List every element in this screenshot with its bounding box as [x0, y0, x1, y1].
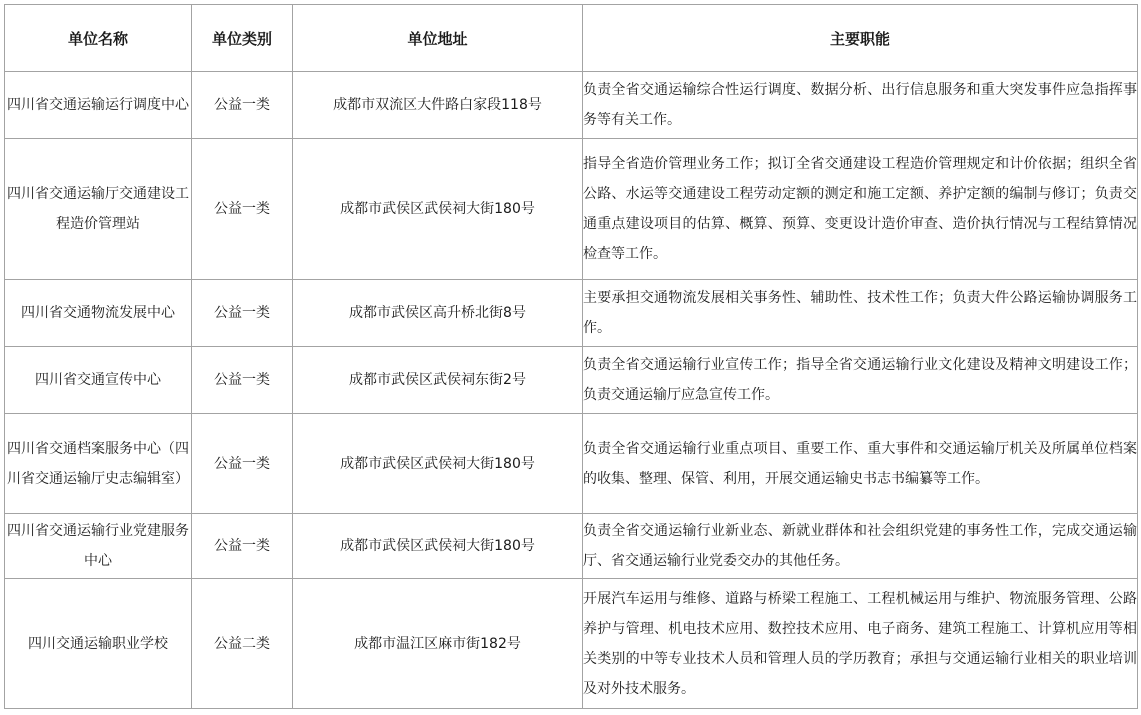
- unit-category: 公益一类: [192, 347, 293, 414]
- table-row: [5, 579, 1138, 709]
- unit-category: 公益一类: [192, 280, 293, 347]
- unit-name: 四川省交通物流发展中心: [5, 280, 192, 347]
- unit-address: 成都市武侯区武侯祠大街180号: [293, 139, 583, 280]
- unit-duties: 负责全省交通运输行业重点项目、重要工作、重大事件和交通运输厅机关及所属单位档案的收集、整理、保管、利用，开展交通运输史书志书编纂等工作。: [583, 414, 1138, 514]
- unit-address: 成都市武侯区武侯祠大街180号: [293, 414, 583, 514]
- unit-name: 四川省交通运输厅交通建设工程造价管理站: [5, 139, 192, 280]
- unit-category: 公益一类: [192, 414, 293, 514]
- unit-name: 四川省交通宣传中心: [5, 347, 192, 414]
- unit-duties: 负责全省交通运输行业新业态、新就业群体和社会组织党建的事务性工作，完成交通运输厅、省交通运输行业党委交办的其他任务。: [583, 514, 1138, 579]
- header-name: 单位名称: [5, 5, 192, 72]
- unit-duties: 负责全省交通运输行业宣传工作；指导全省交通运输行业文化建设及精神文明建设工作；负责交通运输厅应急宣传工作。: [583, 347, 1138, 414]
- unit-name: 四川省交通运输运行调度中心: [5, 72, 192, 139]
- header-address: 单位地址: [293, 5, 583, 72]
- table-row: [5, 280, 1138, 347]
- unit-address: 成都市武侯区武侯祠东街2号: [293, 347, 583, 414]
- table-row: [5, 72, 1138, 139]
- unit-category: 公益二类: [192, 579, 293, 709]
- unit-name: 四川交通运输职业学校: [5, 579, 192, 709]
- table-row: [5, 139, 1138, 280]
- table-row: [5, 347, 1138, 414]
- units-table: [4, 4, 1138, 709]
- unit-address: 成都市武侯区武侯祠大街180号: [293, 514, 583, 579]
- unit-category: 公益一类: [192, 72, 293, 139]
- unit-duties: 指导全省造价管理业务工作；拟订全省交通建设工程造价管理规定和计价依据；组织全省公路、水运等交通建设工程劳动定额的测定和施工定额、养护定额的编制与修订；负责交通重点建设项目的估算、概算、预算、变更设计造价审查、造价执行情况与工程结算情况检查等工作。: [583, 139, 1138, 280]
- unit-name: 四川省交通档案服务中心（四川省交通运输厅史志编辑室）: [5, 414, 192, 514]
- unit-category: 公益一类: [192, 514, 293, 579]
- unit-duties: 开展汽车运用与维修、道路与桥梁工程施工、工程机械运用与维护、物流服务管理、公路养护与管理、机电技术应用、数控技术应用、电子商务、建筑工程施工、计算机应用等相关类别的中等专业技术人员和管理人员的学历教育；承担与交通运输行业相关的职业培训及对外技术服务。: [583, 579, 1138, 709]
- table-row: [5, 414, 1138, 514]
- unit-address: 成都市武侯区高升桥北街8号: [293, 280, 583, 347]
- unit-address: 成都市双流区大件路白家段118号: [293, 72, 583, 139]
- unit-category: 公益一类: [192, 139, 293, 280]
- header-row: [5, 5, 1138, 72]
- header-duties: 主要职能: [583, 5, 1138, 72]
- unit-duties: 负责全省交通运输综合性运行调度、数据分析、出行信息服务和重大突发事件应急指挥事务等有关工作。: [583, 72, 1138, 139]
- table-row: [5, 514, 1138, 579]
- unit-address: 成都市温江区麻市街182号: [293, 579, 583, 709]
- unit-duties: 主要承担交通物流发展相关事务性、辅助性、技术性工作；负责大件公路运输协调服务工作。: [583, 280, 1138, 347]
- unit-name: 四川省交通运输行业党建服务中心: [5, 514, 192, 579]
- header-category: 单位类别: [192, 5, 293, 72]
